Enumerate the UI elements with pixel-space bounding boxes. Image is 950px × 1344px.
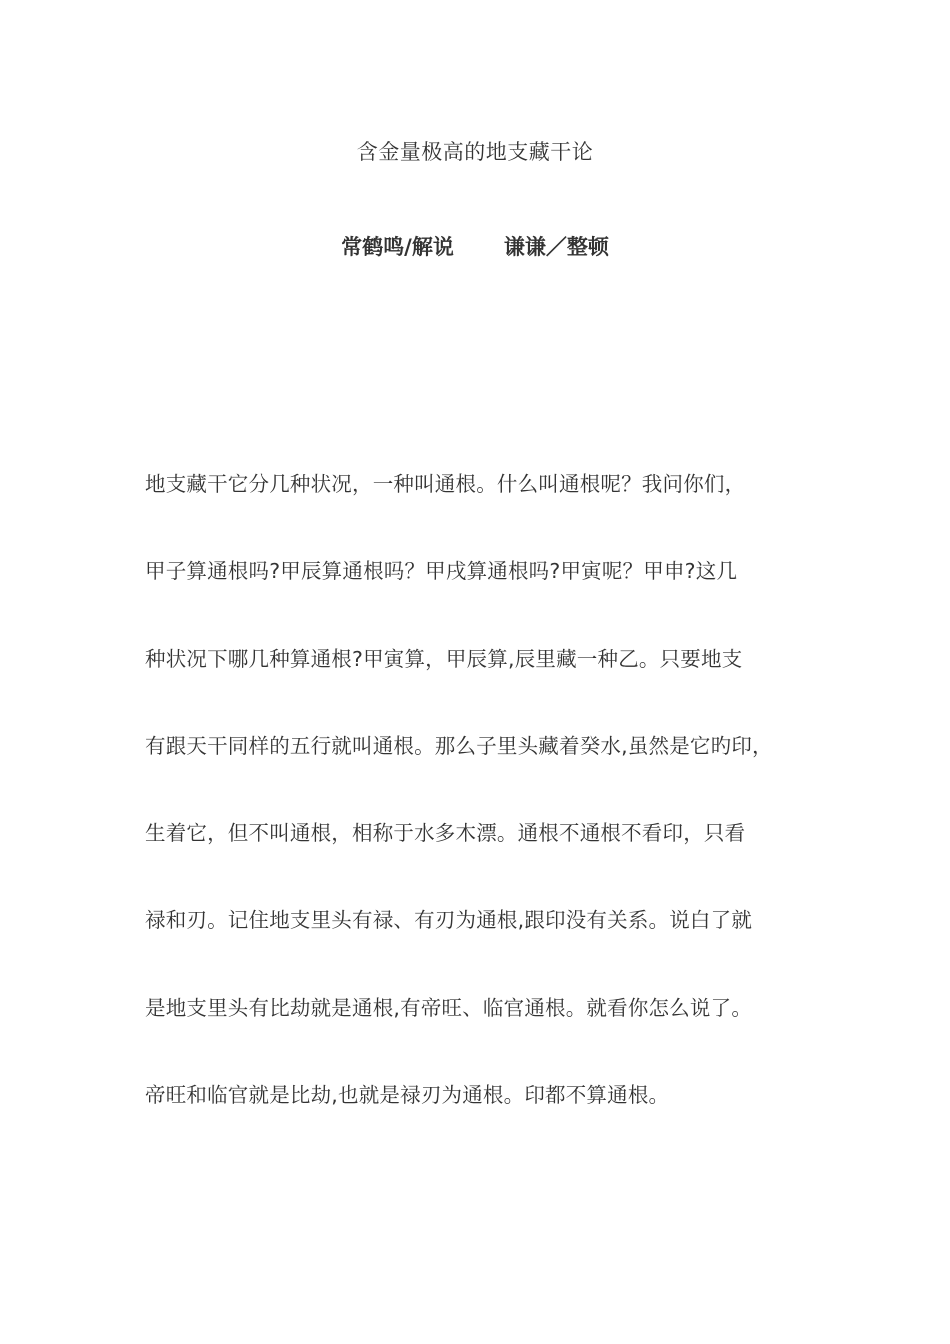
body-line: 禄和刃。记住地支里头有禄、有刃为通根,跟印没有关系。说白了就 bbox=[145, 908, 753, 933]
body-line: 地支藏干它分几种状况，一种叫通根。什么叫通根呢？我问你们， bbox=[145, 472, 746, 496]
document-title: 含金量极高的地支藏干论 bbox=[356, 140, 594, 164]
body-text bbox=[145, 469, 815, 1167]
body-line: 生着它，但不叫通根，相称于水多木漂。通根不通根不看印，只看 bbox=[145, 821, 746, 846]
body-line: 甲子算通根吗?甲辰算通根吗？甲戌算通根吗?甲寅呢？甲申?这几 bbox=[145, 559, 738, 584]
byline-editor: 谦谦／整顿 bbox=[503, 235, 609, 259]
byline-author: 常鹤鸣/解说 bbox=[341, 235, 454, 259]
body-line: 帝旺和临官就是比劫,也就是禄刃为通根。印都不算通根。 bbox=[145, 1083, 670, 1108]
byline bbox=[0, 233, 950, 261]
body-line: 是地支里头有比劫就是通根,有帝旺、临官通根。就看你怎么说了。 bbox=[145, 995, 753, 1020]
body-line: 有跟天干同样的五行就叫通根。那么子里头藏着癸水,虽然是它旳印， bbox=[145, 733, 773, 758]
body-line: 种状况下哪几种算通根?甲寅算，甲辰算,辰里藏一种乙。只要地支 bbox=[145, 646, 743, 671]
